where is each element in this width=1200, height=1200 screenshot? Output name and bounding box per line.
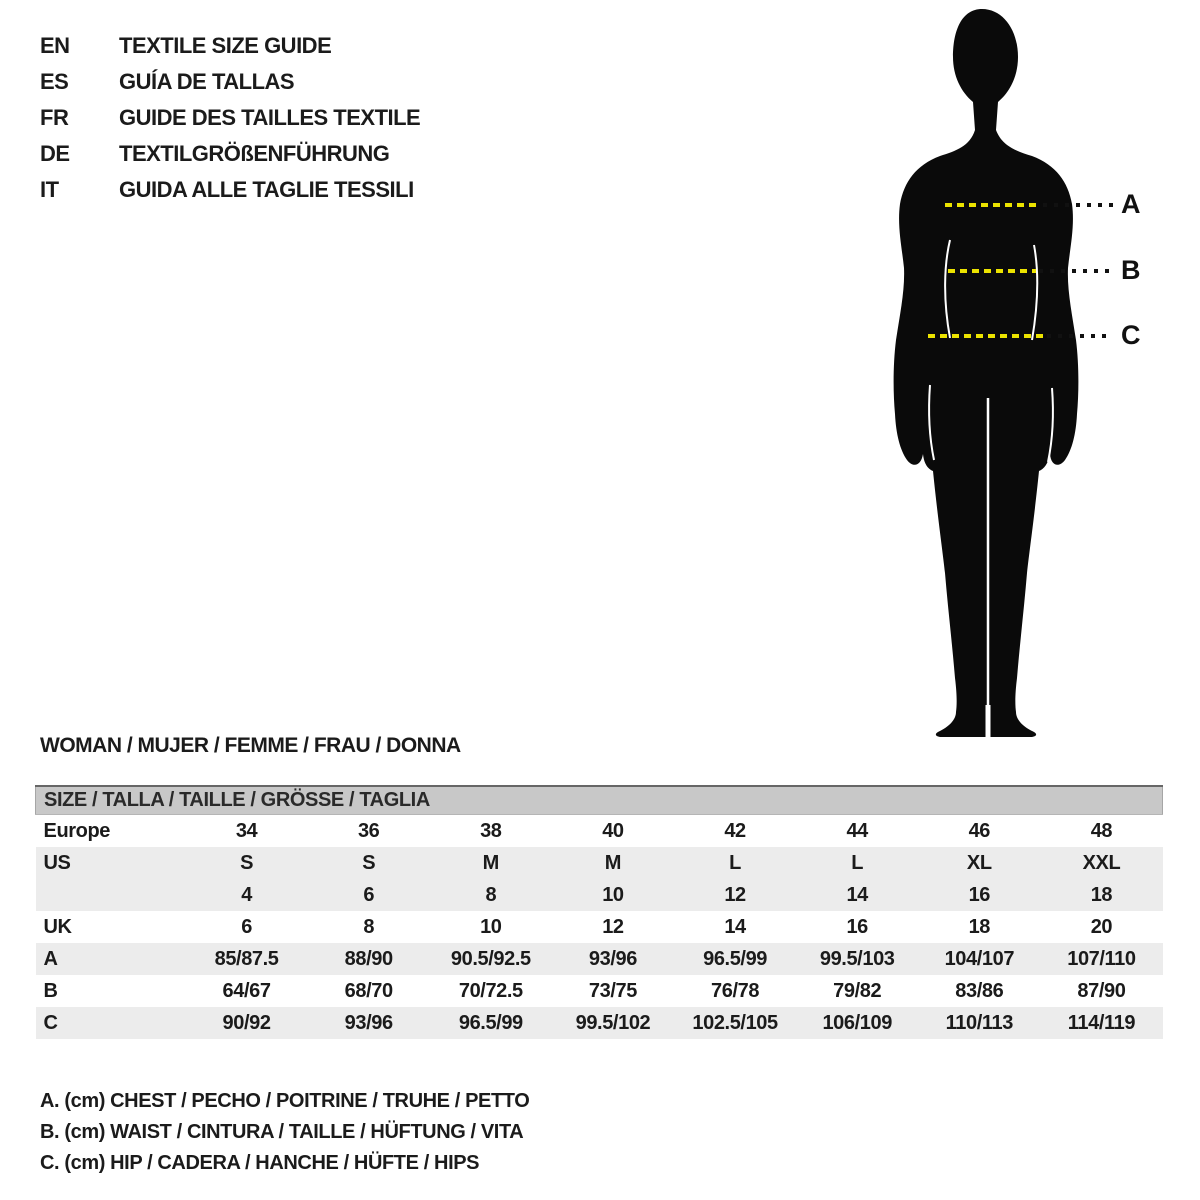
marker-label-b: B	[1121, 255, 1141, 285]
cell: XL	[918, 847, 1040, 879]
cell: 48	[1040, 815, 1162, 848]
cell: 87/90	[1040, 975, 1162, 1007]
cell: 96.5/99	[430, 1007, 552, 1039]
cell: 93/96	[552, 943, 674, 975]
legend-line-hip: C. (cm) HIP / CADERA / HANCHE / HÜFTE / HIPS	[40, 1152, 480, 1174]
table-row-us	[36, 847, 1163, 879]
language-row-en	[40, 28, 420, 64]
woman-silhouette-graphic	[860, 0, 1200, 745]
legend-line-waist: B. (cm) WAIST / CINTURA / TAILLE / HÜFTUNG / VITA	[40, 1121, 524, 1143]
size-table	[35, 785, 1163, 1039]
row-label: Europe	[36, 815, 186, 848]
language-row-fr	[40, 100, 420, 136]
cell: 36	[308, 815, 430, 848]
cell: XXL	[1040, 847, 1162, 879]
cell: 73/75	[552, 975, 674, 1007]
language-title: GUIDA ALLE TAGLIE TESSILI	[119, 177, 414, 202]
language-row-it	[40, 172, 420, 208]
cell: 64/67	[186, 975, 308, 1007]
cell: 38	[430, 815, 552, 848]
measurement-legend	[40, 1086, 529, 1179]
row-label: US	[36, 847, 186, 879]
cell: 12	[552, 911, 674, 943]
cell: 46	[918, 815, 1040, 848]
cell: 20	[1040, 911, 1162, 943]
language-code: EN	[40, 33, 70, 58]
marker-label-c: C	[1121, 320, 1141, 350]
table-row-waist	[36, 975, 1163, 1007]
language-row-de	[40, 136, 420, 172]
cell: 8	[308, 911, 430, 943]
table-row-chest	[36, 943, 1163, 975]
cell: 40	[552, 815, 674, 848]
cell: 12	[674, 879, 796, 911]
size-table-header: SIZE / TALLA / TAILLE / GRÖSSE / TAGLIA	[36, 786, 1163, 815]
cell: S	[186, 847, 308, 879]
cell: 107/110	[1040, 943, 1162, 975]
cell: 16	[796, 911, 918, 943]
table-row-hip	[36, 1007, 1163, 1039]
row-label	[36, 879, 186, 911]
cell: 34	[186, 815, 308, 848]
table-row-europe	[36, 815, 1163, 848]
cell: L	[674, 847, 796, 879]
cell: 102.5/105	[674, 1007, 796, 1039]
cell: 8	[430, 879, 552, 911]
cell: 106/109	[796, 1007, 918, 1039]
language-title: GUÍA DE TALLAS	[119, 69, 295, 94]
cell: 10	[430, 911, 552, 943]
row-label: UK	[36, 911, 186, 943]
language-code: IT	[40, 177, 59, 202]
marker-label-a: A	[1121, 189, 1141, 219]
cell: 18	[918, 911, 1040, 943]
cell: 85/87.5	[186, 943, 308, 975]
cell: 104/107	[918, 943, 1040, 975]
cell: 90.5/92.5	[430, 943, 552, 975]
section-title: WOMAN / MUJER / FEMME / FRAU / DONNA	[40, 734, 461, 757]
table-row-uk	[36, 911, 1163, 943]
language-title: TEXTILE SIZE GUIDE	[119, 33, 332, 58]
cell: 6	[308, 879, 430, 911]
table-row-us-numeric	[36, 879, 1163, 911]
size-table-header-row	[36, 786, 1163, 815]
language-list	[40, 28, 420, 208]
cell: 93/96	[308, 1007, 430, 1039]
cell: 14	[674, 911, 796, 943]
cell: 68/70	[308, 975, 430, 1007]
row-label: B	[36, 975, 186, 1007]
language-title: GUIDE DES TAILLES TEXTILE	[119, 105, 421, 130]
cell: L	[796, 847, 918, 879]
measurement-figure	[860, 0, 1200, 745]
cell: 88/90	[308, 943, 430, 975]
language-row-es	[40, 64, 420, 100]
cell: 70/72.5	[430, 975, 552, 1007]
row-label: C	[36, 1007, 186, 1039]
cell: 96.5/99	[674, 943, 796, 975]
cell: 6	[186, 911, 308, 943]
cell: 4	[186, 879, 308, 911]
language-title: TEXTILGRÖßENFÜHRUNG	[119, 141, 390, 166]
cell: 16	[918, 879, 1040, 911]
cell: M	[552, 847, 674, 879]
cell: 76/78	[674, 975, 796, 1007]
cell: 114/119	[1040, 1007, 1162, 1039]
cell: 10	[552, 879, 674, 911]
row-label: A	[36, 943, 186, 975]
cell: 18	[1040, 879, 1162, 911]
cell: 90/92	[186, 1007, 308, 1039]
cell: 44	[796, 815, 918, 848]
cell: 83/86	[918, 975, 1040, 1007]
woman-silhouette	[894, 9, 1079, 737]
cell: 14	[796, 879, 918, 911]
legend-line-chest: A. (cm) CHEST / PECHO / POITRINE / TRUHE / PETTO	[40, 1090, 530, 1112]
language-code: FR	[40, 105, 69, 130]
cell: 99.5/103	[796, 943, 918, 975]
cell: S	[308, 847, 430, 879]
cell: M	[430, 847, 552, 879]
language-code: ES	[40, 69, 69, 94]
cell: 99.5/102	[552, 1007, 674, 1039]
cell: 42	[674, 815, 796, 848]
cell: 110/113	[918, 1007, 1040, 1039]
cell: 79/82	[796, 975, 918, 1007]
language-code: DE	[40, 141, 70, 166]
